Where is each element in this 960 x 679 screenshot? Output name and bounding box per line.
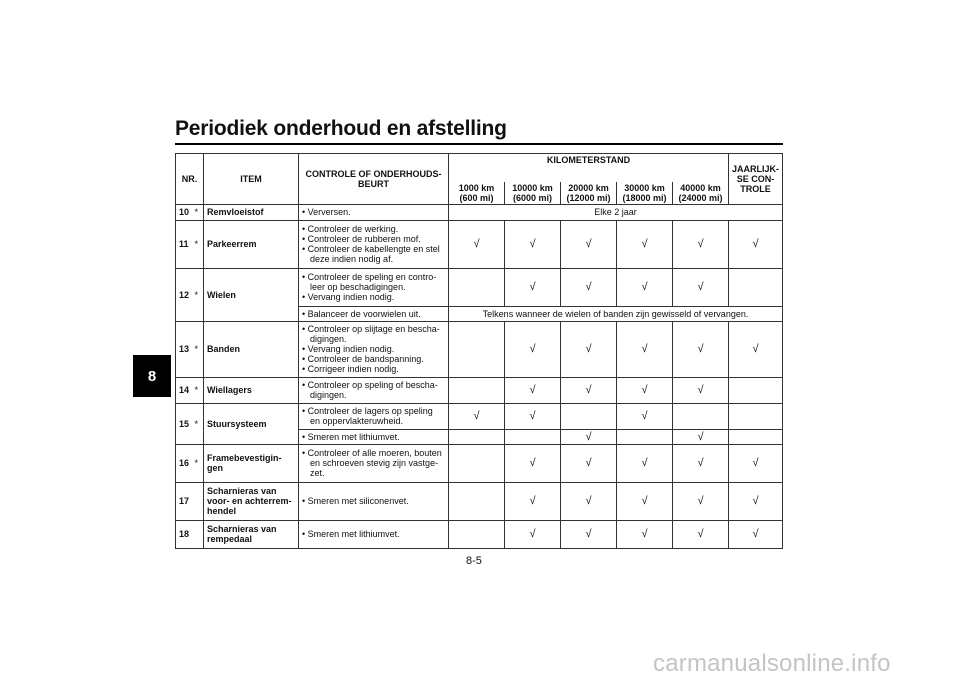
row-nr: 18 (176, 520, 195, 548)
row-item: Parkeerrem (204, 220, 299, 268)
check-mark: √ (505, 268, 561, 306)
check-text: • Vervang indien nodig. (302, 344, 445, 354)
check-mark: √ (561, 220, 617, 268)
row-checks (299, 429, 449, 444)
row-nr: 14 (176, 377, 195, 403)
check-text: • Controleer de rubberen mof. (302, 234, 445, 244)
table-row (176, 482, 783, 520)
row-item: Framebevestigin-gen (204, 444, 299, 482)
row-item: Wielen (204, 268, 299, 321)
header-item: ITEM (204, 154, 299, 205)
check-mark: √ (617, 444, 673, 482)
table-row (176, 220, 783, 268)
check-mark: √ (673, 321, 729, 377)
watermark: carmanualsonline.info (653, 650, 891, 677)
row-item: Wiellagers (204, 377, 299, 403)
check-mark: √ (729, 520, 783, 548)
row-nr: 17 (176, 482, 195, 520)
row-note: Elke 2 jaar (449, 204, 783, 220)
check-mark: √ (561, 377, 617, 403)
empty-cell (729, 268, 783, 306)
check-mark: √ (449, 403, 505, 429)
row-checks (299, 268, 449, 306)
row-star (195, 520, 204, 548)
row-checks (299, 403, 449, 429)
check-text: • Smeren met lithiumvet. (302, 432, 445, 442)
row-nr: 10 (176, 204, 195, 220)
header-km-1000: 1000 km (600 mi) (449, 182, 505, 205)
check-text: • Controleer de werking. (302, 224, 445, 234)
row-item: Scharnieras van voor- en achterrem-hendel (204, 482, 299, 520)
check-mark: √ (617, 482, 673, 520)
check-mark: √ (505, 377, 561, 403)
check-mark: √ (617, 520, 673, 548)
check-mark: √ (505, 321, 561, 377)
empty-cell (617, 429, 673, 444)
empty-cell (449, 444, 505, 482)
header-km-40000: 40000 km (24000 mi) (673, 182, 729, 205)
check-mark: √ (561, 482, 617, 520)
check-text: • Vervang indien nodig. (302, 292, 445, 302)
check-mark: √ (449, 220, 505, 268)
check-mark: √ (673, 429, 729, 444)
check-mark: √ (617, 321, 673, 377)
title-rule (175, 143, 783, 145)
check-mark: √ (673, 444, 729, 482)
check-mark: √ (561, 321, 617, 377)
check-mark: √ (673, 377, 729, 403)
row-nr: 15 (176, 403, 195, 444)
page-number: 8-5 (466, 555, 482, 567)
row-nr: 16 (176, 444, 195, 482)
check-mark: √ (729, 444, 783, 482)
empty-cell (729, 403, 783, 429)
check-text: • Controleer de bandspanning. (302, 354, 445, 364)
check-mark: √ (505, 444, 561, 482)
header-km-10000: 10000 km (6000 mi) (505, 182, 561, 205)
header-annual: JAARLIJK-SE CON-TROLE (729, 154, 783, 205)
chapter-tab: 8 (133, 355, 171, 397)
row-item: Scharnieras van rempedaal (204, 520, 299, 548)
table-row (176, 268, 783, 306)
empty-cell (449, 482, 505, 520)
check-mark: √ (617, 268, 673, 306)
row-checks (299, 204, 449, 220)
empty-cell (729, 377, 783, 403)
empty-cell (561, 403, 617, 429)
table-row (176, 403, 783, 429)
check-mark: √ (729, 220, 783, 268)
row-star: * (195, 377, 204, 403)
check-text: • Verversen. (302, 207, 445, 217)
row-star: * (195, 268, 204, 321)
row-checks (299, 520, 449, 548)
check-text: • Controleer op slijtage en bescha-digingen. (302, 324, 445, 344)
check-text: • Smeren met lithiumvet. (302, 529, 445, 539)
check-mark: √ (561, 444, 617, 482)
table-row (176, 444, 783, 482)
check-mark: √ (505, 220, 561, 268)
row-note: Telkens wanneer de wielen of banden zijn gewisseld of vervangen. (449, 306, 783, 321)
check-mark: √ (729, 482, 783, 520)
row-checks (299, 220, 449, 268)
header-check: CONTROLE OF ONDERHOUDS-BEURT (299, 154, 449, 205)
check-mark: √ (673, 268, 729, 306)
check-mark: √ (673, 482, 729, 520)
check-text: • Controleer de speling en contro-leer op beschadigingen. (302, 272, 445, 292)
empty-cell (449, 268, 505, 306)
check-mark: √ (561, 520, 617, 548)
check-text: • Corrigeer indien nodig. (302, 364, 445, 374)
check-mark: √ (561, 268, 617, 306)
row-item: Banden (204, 321, 299, 377)
row-item: Stuursysteem (204, 403, 299, 444)
header-odometer: KILOMETERSTAND (449, 154, 729, 182)
header-km-30000: 30000 km (18000 mi) (617, 182, 673, 205)
check-mark: √ (617, 403, 673, 429)
row-checks (299, 377, 449, 403)
empty-cell (673, 403, 729, 429)
row-checks (299, 306, 449, 321)
check-text: • Controleer op speling of bescha-digingen. (302, 380, 445, 400)
row-star: * (195, 444, 204, 482)
empty-cell (729, 429, 783, 444)
header-km-20000: 20000 km (12000 mi) (561, 182, 617, 205)
header-nr: NR. (176, 154, 204, 205)
row-star (195, 482, 204, 520)
empty-cell (449, 429, 505, 444)
check-text: • Smeren met siliconenvet. (302, 496, 445, 506)
row-nr: 13 (176, 321, 195, 377)
table-row (176, 204, 783, 220)
empty-cell (449, 520, 505, 548)
row-checks (299, 321, 449, 377)
row-item: Remvloeistof (204, 204, 299, 220)
table-row (176, 321, 783, 377)
check-mark: √ (673, 520, 729, 548)
row-nr: 12 (176, 268, 195, 321)
empty-cell (449, 321, 505, 377)
row-checks (299, 482, 449, 520)
maintenance-table (175, 153, 783, 549)
check-text: • Controleer de lagers op speling en oppervlakteruwheid. (302, 406, 445, 426)
row-star: * (195, 220, 204, 268)
check-text: • Balanceer de voorwielen uit. (302, 309, 445, 319)
row-star: * (195, 321, 204, 377)
check-mark: √ (617, 220, 673, 268)
check-mark: √ (561, 429, 617, 444)
table-row (176, 377, 783, 403)
check-mark: √ (505, 520, 561, 548)
row-star: * (195, 204, 204, 220)
check-mark: √ (505, 403, 561, 429)
check-text: • Controleer of alle moeren, bouten en schroeven stevig zijn vastge-zet. (302, 448, 445, 478)
page-title: Periodiek onderhoud en afstelling (175, 117, 507, 140)
row-checks (299, 444, 449, 482)
check-mark: √ (673, 220, 729, 268)
row-star: * (195, 403, 204, 444)
check-mark: √ (617, 377, 673, 403)
check-text: • Controleer de kabellengte en stel deze indien nodig af. (302, 244, 445, 264)
check-mark: √ (505, 482, 561, 520)
check-mark: √ (729, 321, 783, 377)
table-row (176, 520, 783, 548)
empty-cell (505, 429, 561, 444)
empty-cell (449, 377, 505, 403)
row-nr: 11 (176, 220, 195, 268)
